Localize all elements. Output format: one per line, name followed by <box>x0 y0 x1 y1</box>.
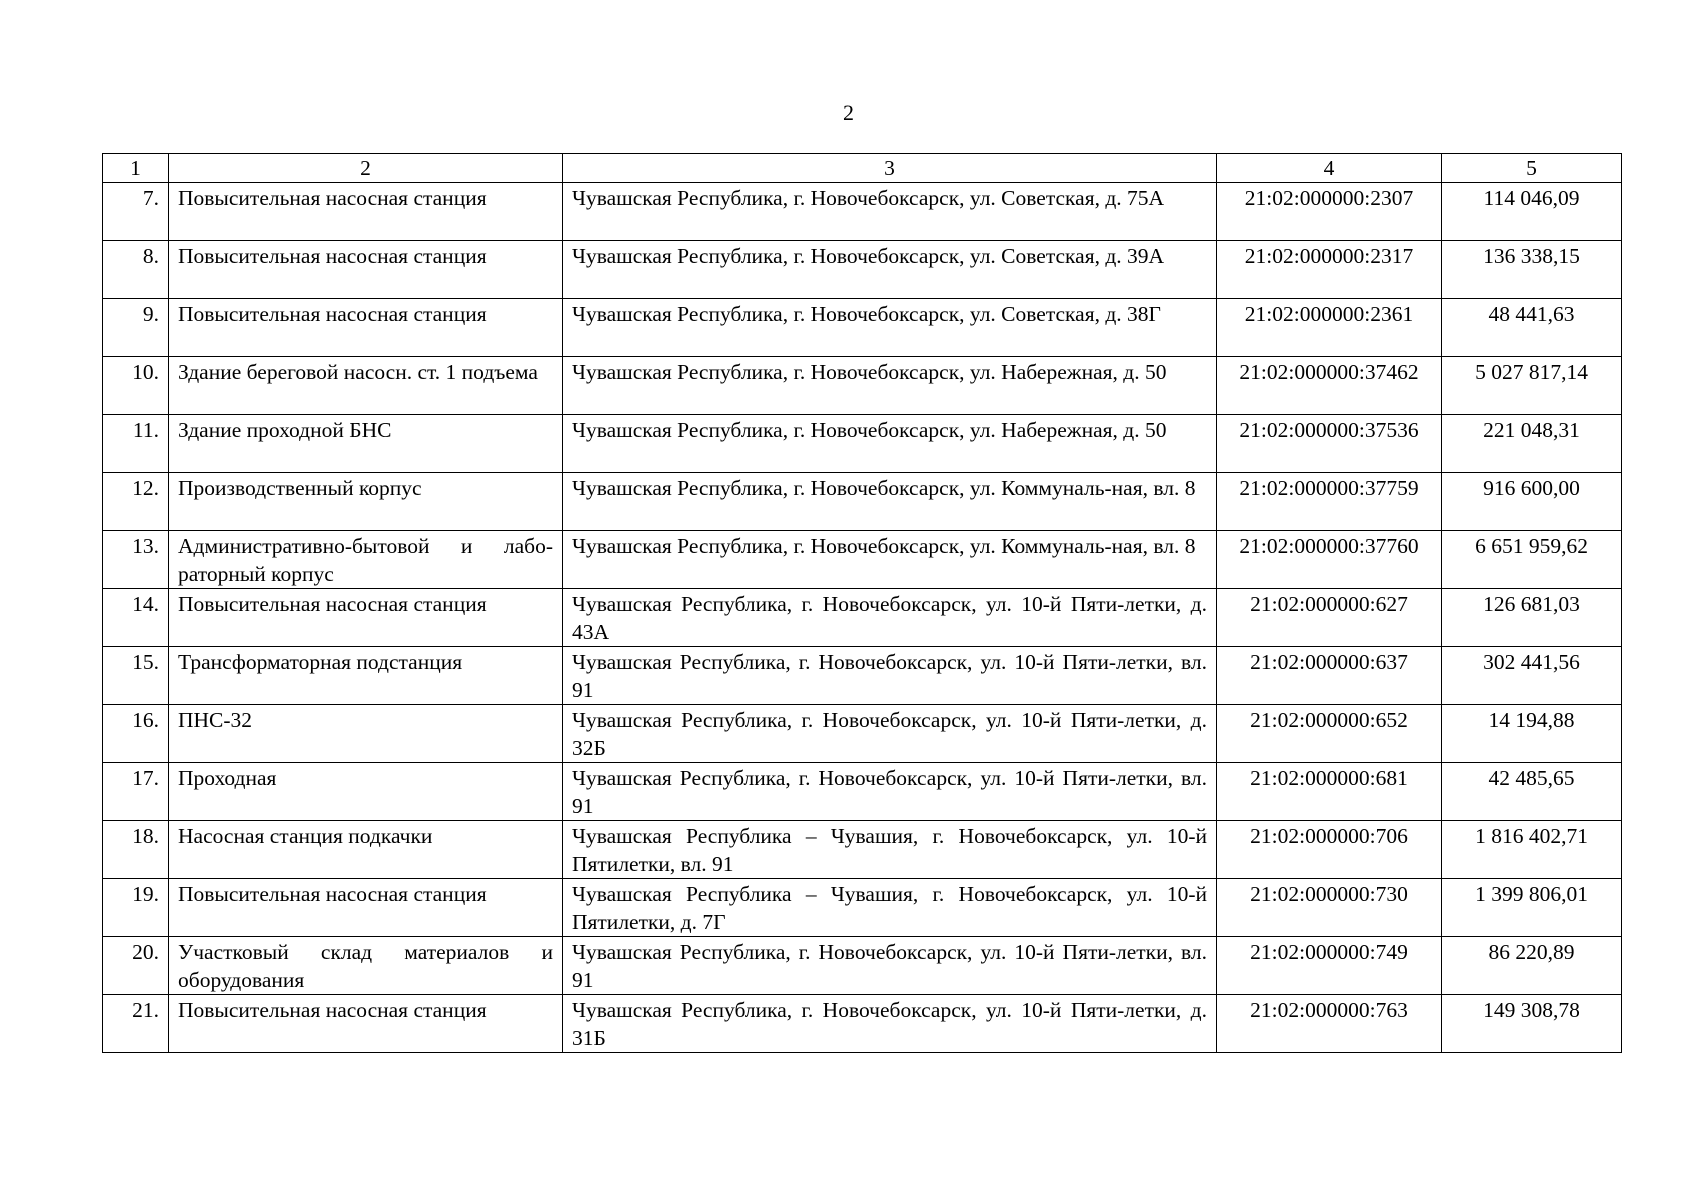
book-value: 1 816 402,71 <box>1442 821 1622 879</box>
cadastral-number: 21:02:000000:37759 <box>1217 473 1442 531</box>
cadastral-number: 21:02:000000:763 <box>1217 995 1442 1053</box>
column-header: 4 <box>1217 154 1442 183</box>
column-header: 2 <box>169 154 563 183</box>
column-number-row <box>103 154 1622 183</box>
cadastral-number: 21:02:000000:681 <box>1217 763 1442 821</box>
book-value: 48 441,63 <box>1442 299 1622 357</box>
table-row <box>103 531 1622 589</box>
book-value: 5 027 817,14 <box>1442 357 1622 415</box>
object-address: Чувашская Республика, г. Новочебоксарск, ул. 10-й Пяти-летки, вл. 91 <box>563 647 1217 705</box>
object-address: Чувашская Республика, г. Новочебоксарск, ул. Советская, д. 39А <box>563 241 1217 299</box>
row-number: 20. <box>103 937 169 995</box>
table-row <box>103 647 1622 705</box>
book-value: 916 600,00 <box>1442 473 1622 531</box>
cadastral-number: 21:02:000000:652 <box>1217 705 1442 763</box>
table-row <box>103 589 1622 647</box>
row-number: 7. <box>103 183 169 241</box>
table-row <box>103 879 1622 937</box>
object-name: Повысительная насосная станция <box>169 183 563 241</box>
column-header: 3 <box>563 154 1217 183</box>
row-number: 10. <box>103 357 169 415</box>
object-name: Проходная <box>169 763 563 821</box>
table-row <box>103 937 1622 995</box>
book-value: 136 338,15 <box>1442 241 1622 299</box>
object-address: Чувашская Республика, г. Новочебоксарск, ул. 10-й Пяти-летки, вл. 91 <box>563 763 1217 821</box>
object-name: Здание проходной БНС <box>169 415 563 473</box>
row-number: 18. <box>103 821 169 879</box>
object-address: Чувашская Республика, г. Новочебоксарск, ул. Коммуналь-ная, вл. 8 <box>563 473 1217 531</box>
object-address: Чувашская Республика, г. Новочебоксарск, ул. Советская, д. 75А <box>563 183 1217 241</box>
object-name: Участковый склад материалов и оборудования <box>169 937 563 995</box>
book-value: 14 194,88 <box>1442 705 1622 763</box>
object-address: Чувашская Республика – Чувашия, г. Новочебоксарск, ул. 10-й Пятилетки, вл. 91 <box>563 821 1217 879</box>
object-address: Чувашская Республика, г. Новочебоксарск, ул. Советская, д. 38Г <box>563 299 1217 357</box>
column-header: 1 <box>103 154 169 183</box>
cadastral-number: 21:02:000000:2317 <box>1217 241 1442 299</box>
object-name: Здание береговой насосн. ст. 1 подъема <box>169 357 563 415</box>
row-number: 15. <box>103 647 169 705</box>
object-name: Трансформаторная подстанция <box>169 647 563 705</box>
book-value: 302 441,56 <box>1442 647 1622 705</box>
table-row <box>103 183 1622 241</box>
table-row <box>103 473 1622 531</box>
object-name: Повысительная насосная станция <box>169 299 563 357</box>
object-name: Административно-бытовой и лабо-раторный корпус <box>169 531 563 589</box>
object-name: ПНС-32 <box>169 705 563 763</box>
book-value: 221 048,31 <box>1442 415 1622 473</box>
table-row <box>103 241 1622 299</box>
book-value: 6 651 959,62 <box>1442 531 1622 589</box>
column-header: 5 <box>1442 154 1622 183</box>
book-value: 86 220,89 <box>1442 937 1622 995</box>
book-value: 1 399 806,01 <box>1442 879 1622 937</box>
table-row <box>103 763 1622 821</box>
object-name: Повысительная насосная станция <box>169 589 563 647</box>
cadastral-number: 21:02:000000:2307 <box>1217 183 1442 241</box>
row-number: 8. <box>103 241 169 299</box>
object-name: Повысительная насосная станция <box>169 995 563 1053</box>
object-address: Чувашская Республика, г. Новочебоксарск, ул. Набережная, д. 50 <box>563 415 1217 473</box>
table-row <box>103 299 1622 357</box>
row-number: 9. <box>103 299 169 357</box>
object-name: Повысительная насосная станция <box>169 879 563 937</box>
table-row <box>103 415 1622 473</box>
property-table <box>102 153 1622 1053</box>
row-number: 19. <box>103 879 169 937</box>
row-number: 16. <box>103 705 169 763</box>
object-address: Чувашская Республика, г. Новочебоксарск, ул. 10-й Пяти-летки, д. 31Б <box>563 995 1217 1053</box>
cadastral-number: 21:02:000000:730 <box>1217 879 1442 937</box>
row-number: 14. <box>103 589 169 647</box>
cadastral-number: 21:02:000000:637 <box>1217 647 1442 705</box>
row-number: 11. <box>103 415 169 473</box>
object-name: Повысительная насосная станция <box>169 241 563 299</box>
book-value: 42 485,65 <box>1442 763 1622 821</box>
book-value: 126 681,03 <box>1442 589 1622 647</box>
row-number: 12. <box>103 473 169 531</box>
page-number: 2 <box>843 100 854 125</box>
cadastral-number: 21:02:000000:627 <box>1217 589 1442 647</box>
cadastral-number: 21:02:000000:2361 <box>1217 299 1442 357</box>
object-address: Чувашская Республика, г. Новочебоксарск, ул. Набережная, д. 50 <box>563 357 1217 415</box>
table-row <box>103 357 1622 415</box>
table-row <box>103 821 1622 879</box>
cadastral-number: 21:02:000000:749 <box>1217 937 1442 995</box>
object-address: Чувашская Республика, г. Новочебоксарск, ул. 10-й Пяти-летки, вл. 91 <box>563 937 1217 995</box>
table-row <box>103 995 1622 1053</box>
cadastral-number: 21:02:000000:37462 <box>1217 357 1442 415</box>
row-number: 13. <box>103 531 169 589</box>
object-address: Чувашская Республика, г. Новочебоксарск, ул. 10-й Пяти-летки, д. 32Б <box>563 705 1217 763</box>
book-value: 149 308,78 <box>1442 995 1622 1053</box>
cadastral-number: 21:02:000000:706 <box>1217 821 1442 879</box>
object-address: Чувашская Республика, г. Новочебоксарск, ул. Коммуналь-ная, вл. 8 <box>563 531 1217 589</box>
object-address: Чувашская Республика, г. Новочебоксарск, ул. 10-й Пяти-летки, д. 43А <box>563 589 1217 647</box>
cadastral-number: 21:02:000000:37536 <box>1217 415 1442 473</box>
book-value: 114 046,09 <box>1442 183 1622 241</box>
cadastral-number: 21:02:000000:37760 <box>1217 531 1442 589</box>
object-name: Насосная станция подкачки <box>169 821 563 879</box>
row-number: 17. <box>103 763 169 821</box>
table-row <box>103 705 1622 763</box>
object-address: Чувашская Республика – Чувашия, г. Новочебоксарск, ул. 10-й Пятилетки, д. 7Г <box>563 879 1217 937</box>
row-number: 21. <box>103 995 169 1053</box>
object-name: Производственный корпус <box>169 473 563 531</box>
